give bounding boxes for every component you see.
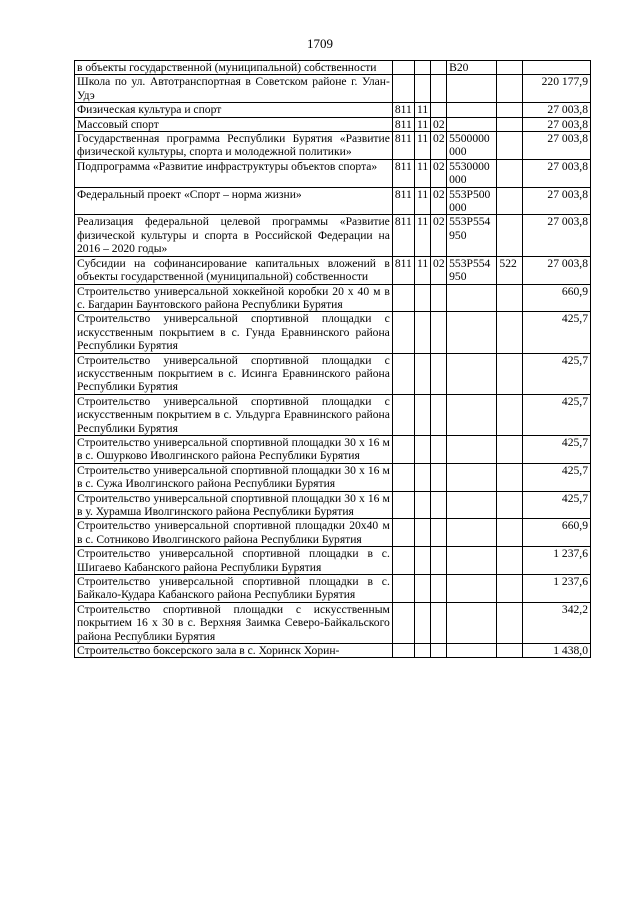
budget-table [74,60,591,658]
row-name-cell: Строительство универсальной спортивной площадки в с. Шигаево Кабанского района Республики Бурятия [75,547,393,575]
vr-code-cell [497,75,522,103]
amount-cell: 660,9 [522,519,590,547]
rz-code-cell [414,61,430,75]
gr-code-cell [392,75,414,103]
pr-code-cell: 02 [431,132,447,160]
gr-code-cell: 811 [392,159,414,187]
csr-code-cell: 553P554 950 [447,256,497,284]
pr-code-cell [431,312,447,353]
row-name-cell: Строительство универсальной спортивной площадки с искусственным покрытием в с. Ульдурга Еравнинского района Республики Бурятия [75,394,393,435]
rz-code-cell: 11 [414,103,430,117]
vr-code-cell [497,435,522,463]
vr-code-cell [497,353,522,394]
row-name-cell: Подпрограмма «Развитие инфраструктуры объектов спорта» [75,159,393,187]
row-name-cell: в объекты государственной (муниципальной) собственности [75,61,393,75]
row-name-cell: Реализация федеральной целевой программы «Развитие физической культуры и спорта в Российской Федерации на 2016 – 2020 годы» [75,215,393,256]
gr-code-cell [392,491,414,519]
gr-code-cell [392,435,414,463]
table-row [75,394,591,435]
gr-code-cell [392,394,414,435]
table-row [75,159,591,187]
rz-code-cell [414,435,430,463]
csr-code-cell: B20 [447,61,497,75]
gr-code-cell: 811 [392,132,414,160]
row-name-cell: Строительство универсальной спортивной площадки 20х40 м в с. Сотниково Иволгинского района Республики Бурятия [75,519,393,547]
vr-code-cell [497,61,522,75]
gr-code-cell [392,602,414,643]
table-row [75,491,591,519]
csr-code-cell [447,602,497,643]
gr-code-cell [392,644,414,658]
csr-code-cell [447,463,497,491]
vr-code-cell [497,519,522,547]
pr-code-cell [431,284,447,312]
row-name-cell: Федеральный проект «Спорт – норма жизни» [75,187,393,215]
table-row [75,602,591,643]
rz-code-cell: 11 [414,132,430,160]
gr-code-cell: 811 [392,256,414,284]
amount-cell: 27 003,8 [522,215,590,256]
amount-cell: 425,7 [522,491,590,519]
amount-cell: 425,7 [522,312,590,353]
pr-code-cell: 02 [431,159,447,187]
rz-code-cell [414,519,430,547]
table-row [75,435,591,463]
rz-code-cell [414,547,430,575]
rz-code-cell [414,644,430,658]
csr-code-cell [447,117,497,131]
csr-code-cell [447,547,497,575]
gr-code-cell [392,284,414,312]
row-name-cell: Строительство спортивной площадки с искусственным покрытием 16 х 30 в с. Верхняя Заимка Северо-Байкальского района Республики Бурятия [75,602,393,643]
row-name-cell: Строительство универсальной спортивной площадки 30 х 16 м в у. Хурамша Иволгинского района Республики Бурятия [75,491,393,519]
csr-code-cell [447,312,497,353]
amount-cell: 1 237,6 [522,575,590,603]
pr-code-cell [431,463,447,491]
row-name-cell: Субсидии на софинансирование капитальных вложений в объекты государственной (муниципальной) собственности [75,256,393,284]
rz-code-cell [414,491,430,519]
row-name-cell: Государственная программа Республики Бурятия «Развитие физической культуры, спорта и молодежной политики» [75,132,393,160]
page-number: 1709 [307,36,333,51]
vr-code-cell [497,103,522,117]
pr-code-cell [431,491,447,519]
vr-code-cell [497,159,522,187]
table-row [75,519,591,547]
vr-code-cell [497,602,522,643]
rz-code-cell [414,75,430,103]
table-row [75,644,591,658]
gr-code-cell: 811 [392,117,414,131]
pr-code-cell [431,394,447,435]
vr-code-cell: 522 [497,256,522,284]
row-name-cell: Строительство универсальной спортивной площадки в с. Байкало-Кудара Кабанского района Республики Бурятия [75,575,393,603]
row-name-cell: Строительство универсальной спортивной площадки с искусственным покрытием в с. Гунда Еравнинского района Республики Бурятия [75,312,393,353]
gr-code-cell [392,575,414,603]
amount-cell: 660,9 [522,284,590,312]
amount-cell: 27 003,8 [522,103,590,117]
amount-cell: 425,7 [522,394,590,435]
amount-cell: 27 003,8 [522,187,590,215]
pr-code-cell: 02 [431,256,447,284]
csr-code-cell [447,519,497,547]
vr-code-cell [497,547,522,575]
gr-code-cell [392,547,414,575]
vr-code-cell [497,644,522,658]
amount-cell: 1 438,0 [522,644,590,658]
gr-code-cell: 811 [392,187,414,215]
rz-code-cell [414,394,430,435]
csr-code-cell [447,284,497,312]
gr-code-cell: 811 [392,103,414,117]
rz-code-cell [414,312,430,353]
row-name-cell: Школа по ул. Автотранспортная в Советском районе г. Улан-Удэ [75,75,393,103]
row-name-cell: Строительство универсальной спортивной площадки 30 х 16 м в с. Ошурково Иволгинского района Республики Бурятия [75,435,393,463]
pr-code-cell [431,547,447,575]
table-row [75,215,591,256]
gr-code-cell [392,463,414,491]
pr-code-cell: 02 [431,187,447,215]
pr-code-cell: 02 [431,215,447,256]
pr-code-cell [431,575,447,603]
table-row [75,463,591,491]
csr-code-cell: 553P554 950 [447,215,497,256]
table-row [75,132,591,160]
csr-code-cell [447,353,497,394]
pr-code-cell [431,75,447,103]
rz-code-cell [414,353,430,394]
csr-code-cell [447,394,497,435]
pr-code-cell [431,519,447,547]
csr-code-cell [447,491,497,519]
vr-code-cell [497,491,522,519]
vr-code-cell [497,117,522,131]
csr-code-cell [447,103,497,117]
csr-code-cell: 5500000 000 [447,132,497,160]
amount-cell: 425,7 [522,435,590,463]
row-name-cell: Строительство универсальной спортивной площадки 30 х 16 м в с. Сужа Иволгинского района Республики Бурятия [75,463,393,491]
vr-code-cell [497,284,522,312]
rz-code-cell: 11 [414,215,430,256]
pr-code-cell [431,602,447,643]
amount-cell: 1 237,6 [522,547,590,575]
pr-code-cell [431,103,447,117]
table-row [75,61,591,75]
row-name-cell: Массовый спорт [75,117,393,131]
csr-code-cell [447,75,497,103]
amount-cell [522,61,590,75]
amount-cell: 27 003,8 [522,132,590,160]
table-row [75,575,591,603]
gr-code-cell [392,61,414,75]
amount-cell: 27 003,8 [522,159,590,187]
table-row [75,103,591,117]
gr-code-cell: 811 [392,215,414,256]
rz-code-cell [414,463,430,491]
amount-cell: 425,7 [522,463,590,491]
rz-code-cell: 11 [414,117,430,131]
amount-cell: 27 003,8 [522,117,590,131]
table-row [75,256,591,284]
vr-code-cell [497,187,522,215]
row-name-cell: Строительство боксерского зала в с. Хоринск Хорин- [75,644,393,658]
rz-code-cell: 11 [414,159,430,187]
rz-code-cell: 11 [414,256,430,284]
gr-code-cell [392,519,414,547]
table-row [75,284,591,312]
csr-code-cell: 553P500 000 [447,187,497,215]
gr-code-cell [392,353,414,394]
rz-code-cell [414,284,430,312]
pr-code-cell [431,353,447,394]
rz-code-cell: 11 [414,187,430,215]
amount-cell: 342,2 [522,602,590,643]
table-row [75,312,591,353]
vr-code-cell [497,312,522,353]
pr-code-cell [431,61,447,75]
pr-code-cell [431,435,447,463]
amount-cell: 27 003,8 [522,256,590,284]
pr-code-cell: 02 [431,117,447,131]
rz-code-cell [414,602,430,643]
table-row [75,353,591,394]
csr-code-cell [447,644,497,658]
vr-code-cell [497,132,522,160]
row-name-cell: Строительство универсальной спортивной площадки с искусственным покрытием в с. Исинга Еравнинского района Республики Бурятия [75,353,393,394]
rz-code-cell [414,575,430,603]
vr-code-cell [497,463,522,491]
row-name-cell: Физическая культура и спорт [75,103,393,117]
gr-code-cell [392,312,414,353]
amount-cell: 425,7 [522,353,590,394]
csr-code-cell [447,575,497,603]
amount-cell: 220 177,9 [522,75,590,103]
table-row [75,75,591,103]
row-name-cell: Строительство универсальной хоккейной коробки 20 х 40 м в с. Багдарин Баунтовского района Республики Бурятия [75,284,393,312]
vr-code-cell [497,215,522,256]
csr-code-cell [447,435,497,463]
vr-code-cell [497,575,522,603]
csr-code-cell: 5530000 000 [447,159,497,187]
table-row [75,117,591,131]
vr-code-cell [497,394,522,435]
pr-code-cell [431,644,447,658]
table-row [75,187,591,215]
table-row [75,547,591,575]
